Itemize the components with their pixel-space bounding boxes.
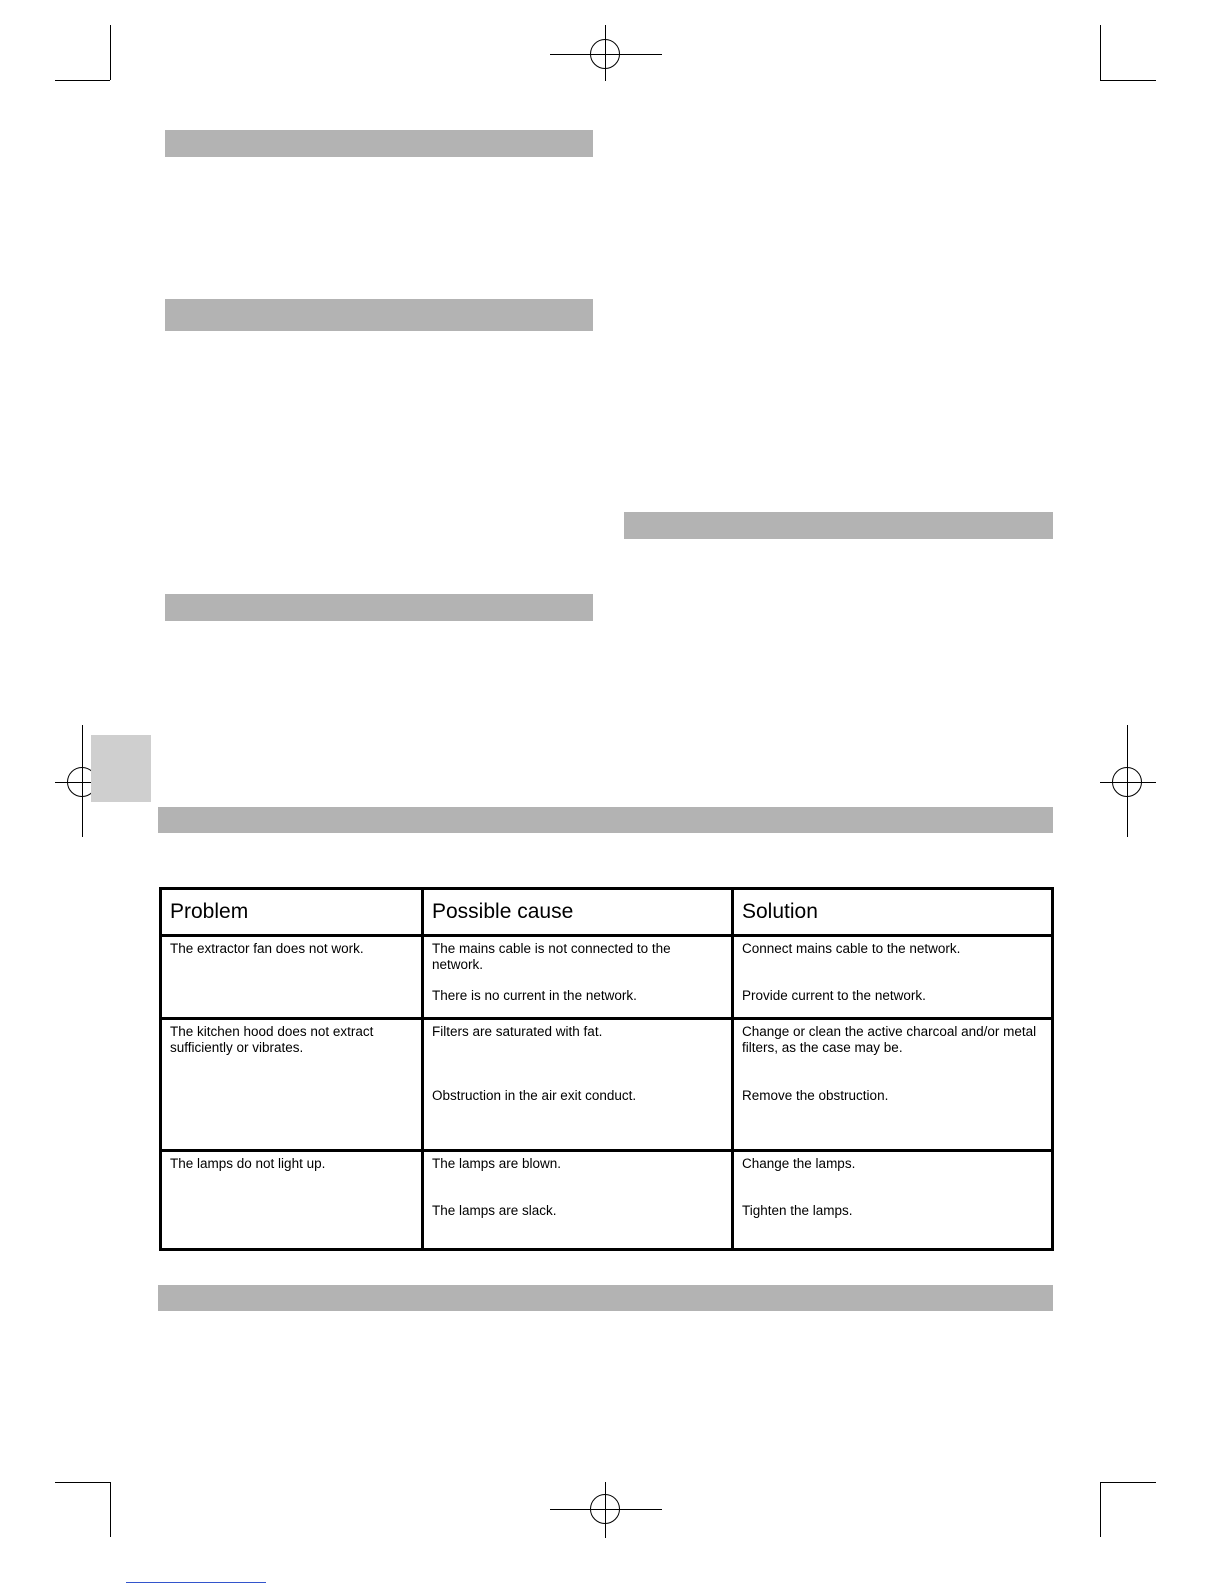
solution-text: Provide current to the network. <box>742 988 926 1003</box>
crop-mark <box>1100 80 1156 81</box>
problem-cell <box>161 1150 423 1249</box>
table-row <box>161 936 1053 1019</box>
crop-mark <box>110 25 111 80</box>
crop-mark <box>55 1482 110 1483</box>
section-bar-right-1 <box>624 512 1053 539</box>
cause-text: Filters are saturated with fat. <box>432 1023 603 1039</box>
table-row <box>161 1018 1053 1150</box>
solution-cell <box>733 1018 1053 1150</box>
cause-cell <box>423 1150 733 1249</box>
solution-text: Tighten the lamps. <box>742 1202 853 1218</box>
table-header-row <box>161 889 1053 936</box>
problem-text: The kitchen hood does not extract sufficiently or vibrates. <box>170 1023 374 1055</box>
crop-mark <box>55 80 110 81</box>
table-row <box>161 1150 1053 1249</box>
solution-cell <box>733 1150 1053 1249</box>
section-bar-full-1 <box>158 807 1053 833</box>
header-possible-cause: Possible cause <box>423 889 733 936</box>
problem-cell <box>161 936 423 1019</box>
cause-text: The mains cable is not connected to the network. <box>432 941 671 972</box>
section-bar-left-3 <box>165 594 593 621</box>
crop-mark <box>1100 1482 1101 1537</box>
cause-cell <box>423 936 733 1019</box>
section-bar-left-2 <box>165 299 593 331</box>
solution-text: Change the lamps. <box>742 1155 856 1171</box>
crop-mark <box>1100 1482 1156 1483</box>
problem-cell <box>161 1018 423 1150</box>
cause-text: Obstruction in the air exit conduct. <box>432 1087 637 1103</box>
solution-text: Change or clean the active charcoal and/or metal filters, as the case may be. <box>742 1023 1037 1055</box>
section-bar-full-2 <box>158 1285 1053 1311</box>
cause-text: The lamps are slack. <box>432 1202 557 1218</box>
crop-mark <box>110 1482 111 1537</box>
solution-text: Connect mains cable to the network. <box>742 941 961 956</box>
cause-text: The lamps are blown. <box>432 1155 562 1171</box>
solution-cell <box>733 936 1053 1019</box>
troubleshooting-table <box>159 887 1054 1251</box>
crop-mark <box>1100 25 1101 80</box>
section-bar-left-1 <box>165 130 593 157</box>
solution-text: Remove the obstruction. <box>742 1087 889 1103</box>
header-solution: Solution <box>733 889 1053 936</box>
header-problem: Problem <box>161 889 423 936</box>
side-tab <box>91 735 151 802</box>
cause-cell <box>423 1018 733 1150</box>
footer-underline <box>126 1582 266 1583</box>
problem-text: The extractor fan does not work. <box>170 941 364 956</box>
cause-text: There is no current in the network. <box>432 988 637 1003</box>
problem-text: The lamps do not light up. <box>170 1155 326 1171</box>
